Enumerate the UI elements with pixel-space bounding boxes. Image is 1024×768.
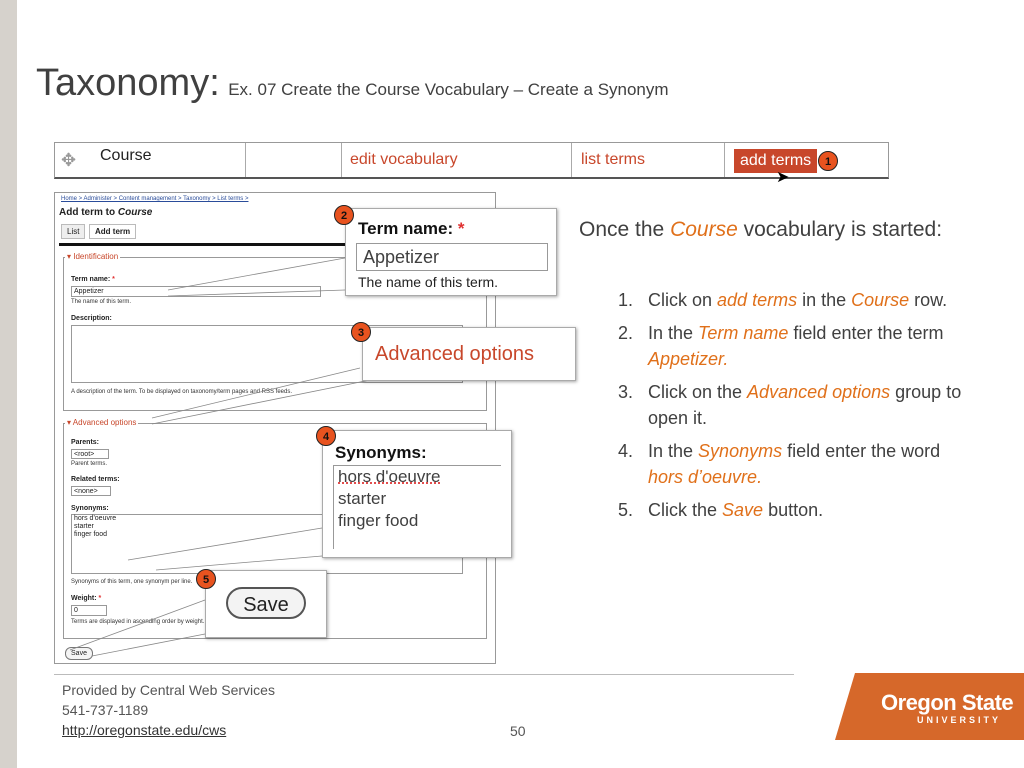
course-name: Course — [100, 147, 152, 164]
add-terms-cell — [726, 143, 886, 186]
identification-legend[interactable]: ▾ Identification — [67, 252, 119, 261]
page-number: 50 — [510, 723, 526, 739]
parents-label: Parents: — [71, 439, 100, 446]
step-number: 5. — [618, 500, 634, 520]
step-emphasis: Term name — [698, 323, 789, 343]
edit-vocabulary-link[interactable]: edit vocabulary — [342, 143, 572, 177]
footer-link[interactable]: http://oregonstate.edu/cws — [62, 722, 227, 738]
step-emphasis: Course — [851, 290, 910, 310]
step-item — [618, 497, 978, 523]
advanced-options-legend[interactable]: ▾ Advanced options — [67, 418, 137, 427]
required-mark: * — [98, 595, 102, 602]
step-number: 2. — [618, 323, 634, 343]
logo-shape — [835, 673, 875, 740]
zoom-synonym-line: starter — [338, 489, 387, 508]
mouse-pointer-icon: ➤ — [776, 169, 790, 186]
advanced-options-zoom-callout — [362, 327, 576, 381]
step-text: field enter the word — [782, 441, 941, 461]
list-terms-link[interactable]: list terms — [573, 143, 725, 177]
step-text: in the — [797, 290, 852, 310]
form-heading-prefix: Add term to — [59, 207, 118, 218]
step-emphasis: add terms — [717, 290, 798, 310]
synonyms-help: Synonyms of this term, one synonym per line. — [71, 579, 193, 585]
footer-phone: 541-737-1189 — [62, 702, 149, 718]
course-name-cell — [55, 143, 246, 177]
slide-title — [36, 62, 669, 105]
step-text: group to open it. — [648, 382, 962, 428]
intro-emphasis: Course — [670, 218, 738, 241]
term-name-label — [71, 276, 115, 283]
synonyms-zoom-callout — [322, 430, 512, 558]
step-badge-3: 3 — [351, 322, 371, 342]
move-arrows-icon[interactable]: ✥ — [61, 150, 77, 170]
step-badge-2: 2 — [334, 205, 354, 225]
breadcrumb[interactable]: Home > Administer > Content management > Taxonomy > List terms > — [61, 196, 249, 202]
logo-subtitle: UNIVERSITY — [917, 715, 1002, 725]
synonym-line: starter — [74, 523, 94, 530]
step-text: row. — [909, 290, 948, 310]
step-item — [618, 438, 978, 490]
save-zoom-callout — [205, 570, 327, 638]
identification-legend-text: Identification — [73, 252, 119, 261]
step-number: 3. — [618, 382, 634, 402]
description-label: Description: — [71, 315, 112, 322]
step-emphasis: Advanced options — [747, 382, 891, 402]
title-main: Taxonomy: — [36, 62, 220, 104]
step-badge-4: 4 — [316, 426, 336, 446]
required-mark: * — [112, 276, 115, 283]
weight-help: Terms are displayed in ascending order by weight. — [71, 619, 205, 625]
step-emphasis: hors d’oeuvre. — [648, 467, 763, 487]
weight-label-text: Weight: — [71, 595, 97, 602]
zoom-term-name-label-text: Term name: — [358, 219, 454, 238]
zoom-term-name-input[interactable]: Appetizer — [356, 243, 548, 271]
step-number: 1. — [618, 290, 634, 310]
oregon-state-logo — [857, 673, 1024, 740]
footer-divider — [54, 674, 794, 675]
step-text: In the — [648, 441, 699, 461]
step-item — [618, 287, 978, 313]
step-text: In the — [648, 323, 699, 343]
zoom-advanced-options-label[interactable]: Advanced options — [375, 343, 535, 365]
step-text: button. — [763, 500, 824, 520]
step-emphasis: Synonyms — [698, 441, 783, 461]
term-name-label-text: Term name: — [71, 276, 111, 283]
step-item — [618, 320, 978, 372]
course-vocabulary-row — [54, 142, 889, 186]
zoom-synonyms-label: Synonyms: — [335, 443, 427, 462]
parents-select[interactable]: <root> — [71, 449, 109, 459]
step-text: field enter the term — [788, 323, 944, 343]
left-accent-bar — [0, 0, 17, 768]
weight-input[interactable]: 0 — [71, 605, 107, 616]
tab-list[interactable]: List — [61, 224, 85, 239]
zoom-synonyms-textarea[interactable] — [333, 465, 501, 549]
description-help: A description of the term. To be displayed on taxonomy/term pages and RSS feeds. — [71, 389, 293, 395]
save-button[interactable]: Save — [65, 647, 93, 660]
parents-help: Parent terms. — [71, 461, 108, 467]
synonyms-label: Synonyms: — [71, 505, 109, 512]
intro-text: vocabulary is started: — [737, 218, 943, 241]
intro-text: Once the — [579, 218, 671, 241]
step-text: Click on the — [648, 382, 748, 402]
empty-cell — [246, 143, 342, 177]
term-name-zoom-callout — [345, 208, 557, 296]
step-text: . — [723, 349, 729, 369]
step-text: Click the — [648, 500, 723, 520]
synonym-line: hors d'oeuvre — [74, 515, 117, 522]
form-heading — [59, 207, 152, 218]
instruction-steps — [618, 287, 978, 530]
step-badge-1: 1 — [818, 151, 838, 171]
instructions-intro — [579, 218, 942, 242]
zoom-term-name-label — [358, 219, 464, 239]
step-text: Click on — [648, 290, 718, 310]
advanced-options-legend-text: Advanced options — [72, 418, 137, 427]
zoom-term-name-help: The name of this term. — [358, 274, 499, 290]
form-heading-vocab: Course — [117, 207, 153, 218]
required-mark: * — [457, 219, 465, 238]
zoom-synonym-line: hors d'oeuvre — [338, 467, 441, 486]
footer-provider: Provided by Central Web Services — [62, 682, 275, 698]
zoom-save-button[interactable]: Save — [226, 587, 306, 619]
term-name-input[interactable]: Appetizer — [71, 286, 321, 297]
weight-label — [71, 595, 101, 602]
related-terms-select[interactable]: <none> — [71, 486, 111, 496]
term-name-help: The name of this term. — [71, 299, 132, 305]
tab-add-term[interactable]: Add term — [89, 224, 136, 239]
synonym-line: finger food — [74, 531, 108, 538]
add-terms-link[interactable]: add terms — [734, 149, 817, 173]
step-emphasis: Save — [722, 500, 764, 520]
step-badge-5: 5 — [196, 569, 216, 589]
step-number: 4. — [618, 441, 634, 461]
title-subtitle: Ex. 07 Create the Course Vocabulary – Create a Synonym — [228, 80, 669, 99]
zoom-synonym-line: finger food — [338, 511, 419, 530]
logo-name: Oregon State — [881, 690, 1014, 715]
related-terms-label: Related terms: — [71, 476, 120, 483]
step-emphasis: Appetizer — [648, 349, 724, 369]
step-item — [618, 379, 978, 431]
